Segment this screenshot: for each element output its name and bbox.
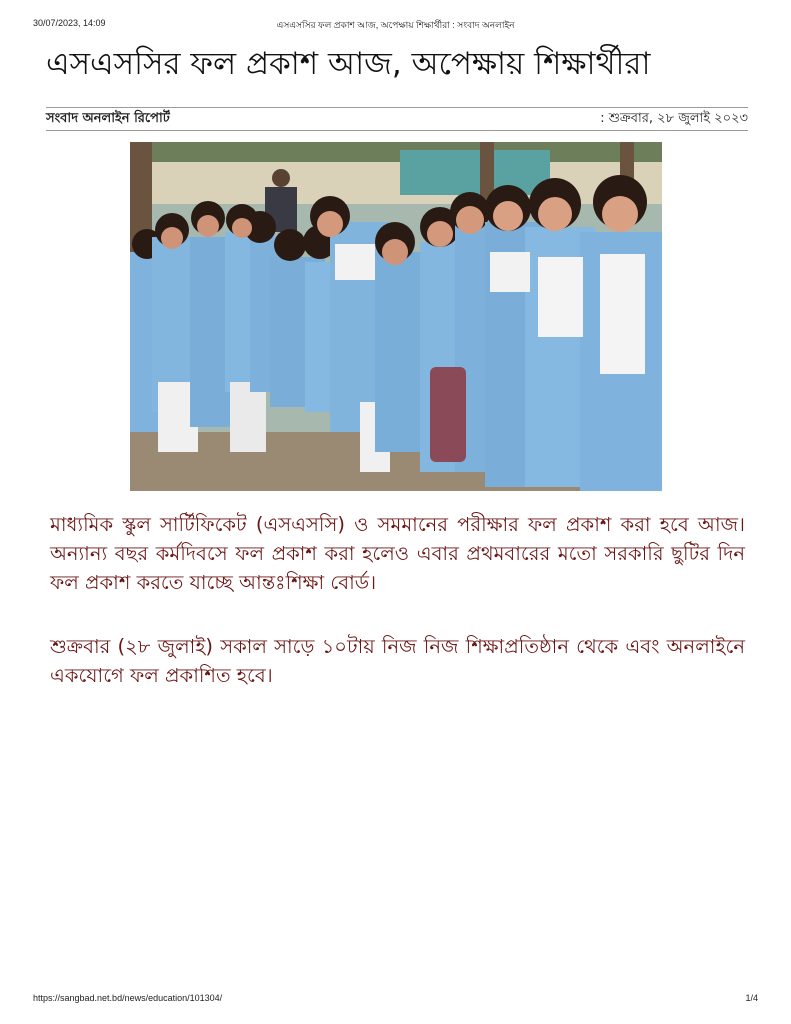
article-paragraph: শুক্রবার (২৮ জুলাই) সকাল সাড়ে ১০টায় নিজ নিজ শিক্ষাপ্রতিষ্ঠান থেকে এবং অনলাইনে একযোগে ফল প্রকাশিত হবে। [50, 635, 745, 687]
print-header [33, 18, 758, 32]
byline [46, 107, 748, 131]
print-page-title: এসএসসির ফল প্রকাশ আজ, অপেক্ষায় শিক্ষার্থীরা : সংবাদ অনলাইন [276, 20, 515, 30]
article-headline: এসএসসির ফল প্রকাশ আজ, অপেক্ষায় শিক্ষার্থীরা [46, 46, 651, 82]
print-footer [33, 993, 758, 1007]
article-body [50, 510, 745, 725]
article-paragraph: মাধ্যমিক স্কুল সার্টিফিকেট (এসএসসি) ও সমমানের পরীক্ষার ফল প্রকাশ করা হবে আজ। অন্যান্য বছর কর্মদিবসে ফল প্রকাশ করা হলেও এবার প্রথমবারের মতো সরকারি ছুটির দিন ফল প্রকাশ করতে যাচ্ছে আন্তঃশিক্ষা বোর্ড। [50, 513, 745, 594]
byline-date: : শুক্রবার, ২৮ জুলাই ২০২৩ [600, 111, 748, 126]
print-page-number: 1/4 [745, 993, 758, 1003]
byline-author: সংবাদ অনলাইন রিপোর্ট [46, 111, 170, 126]
print-url[interactable]: https://sangbad.net.bd/news/education/101304/ [33, 993, 223, 1003]
print-datetime: 30/07/2023, 14:09 [33, 18, 106, 28]
article-photo [130, 142, 662, 491]
